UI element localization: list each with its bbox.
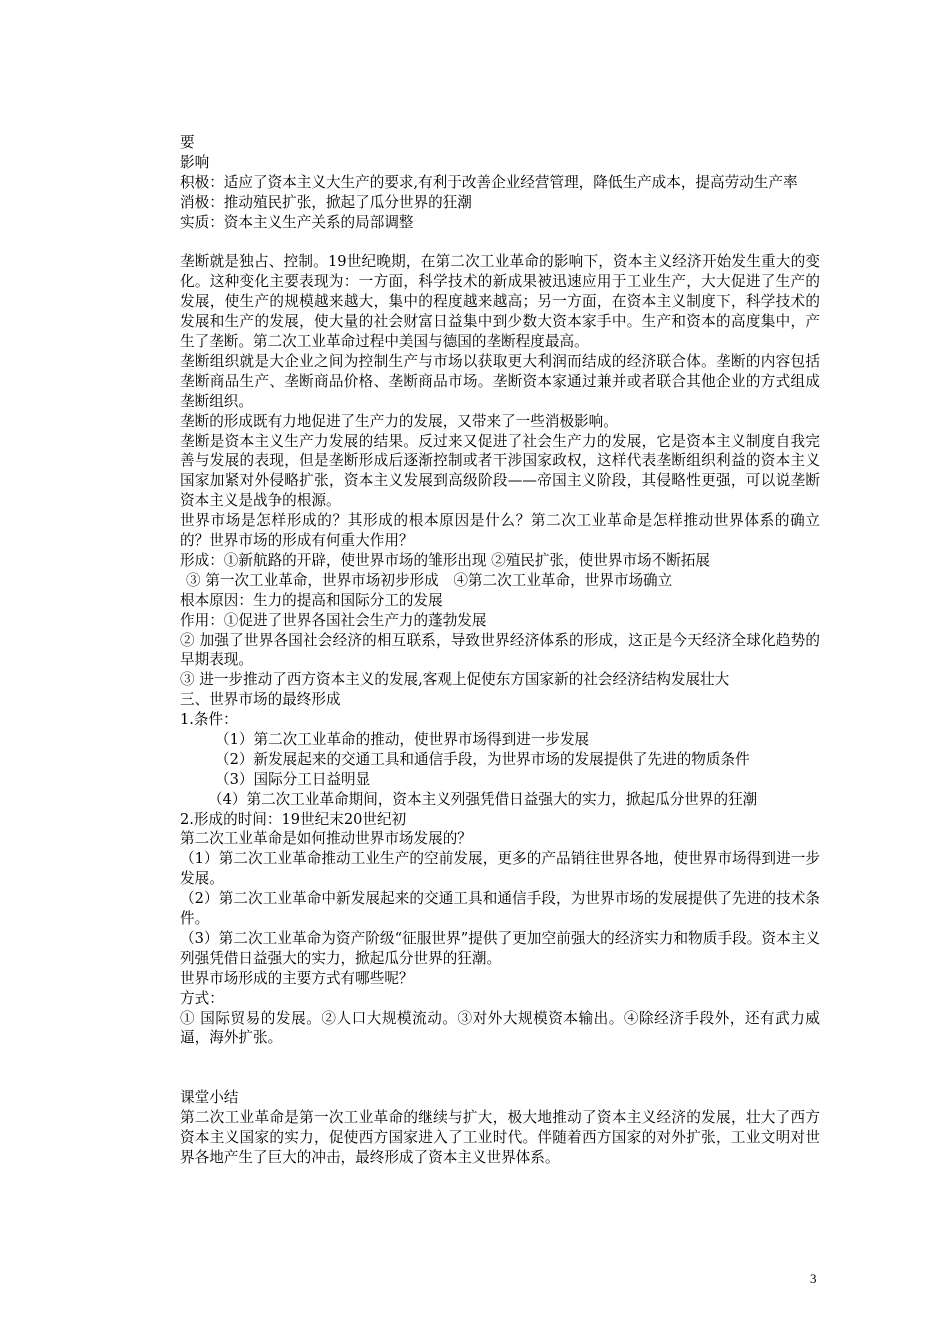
document-body [180,133,820,1168]
heading-influence: 影响 [180,153,210,171]
section-title: 三、世界市场的最终形成 [180,691,341,709]
effect-positive: 积极：适应了资本主义大生产的要求,有利于改善企业经营管理，降低生产成本，提高劳动生产率 [180,173,798,191]
heading-fragment: 要 [180,134,195,151]
question-3: 世界市场形成的主要方式有哪些呢？ [180,969,414,987]
formation-line-1: 形成：①新航路的开辟，使世界市场的雏形出现 ②殖民扩张，使世界市场不断拓展 [180,551,711,569]
effect-negative: 消极：推动殖民扩张，掀起了瓜分世界的狂潮 [180,193,472,211]
monopoly-paragraph-2: 垄断组织就是大企业之间为控制生产与市场以获取更大利润而结成的经济联合体。垄断的内容包括垄断商品生产、垄断商品价格、垄断商品市场。垄断资本家通过兼并或者联合其他企业的方式组成垄断组织。 [180,352,820,410]
monopoly-paragraph-1: 垄断就是独占、控制。19世纪晚期，在第二次工业革命的影响下，资本主义经济开始发生重大的变化。这种变化主要表现为：一方面，科学技术的新成果被迅速应用于工业生产，大大促进了生产的发展，使生产的规模越来越大，集中的程度越来越高；另一方面，在资本主义制度下，科学技术的发展和生产的发展，使大量的社会财富日益集中到少数大资本家手中。生产和资本的高度集中，产生了垄断。第二次工业革命过程中美国与德国的垄断程度最高。 [180,253,820,350]
answer-2: （2）第二次工业革命中新发展起来的交通工具和通信手段，为世界市场的发展提供了先进的技术条件。 [180,890,820,928]
monopoly-paragraph-4: 垄断是资本主义生产力发展的结果。反过来又促进了社会生产力的发展，它是资本主义制度自我完善与发展的表现，但是垄断形成后逐渐控制或者干涉国家政权，这样代表垄断组织利益的资本主义国家加紧对外侵略扩张，资本主义发展到高级阶段——帝国主义阶段，其侵略性更强，可以说垄断资本主义是战争的根源。 [180,432,820,510]
answer-1: （1）第二次工业革命推动工业生产的空前发展，更多的产品销往世界各地，使世界市场得到进一步发展。 [180,850,820,888]
monopoly-paragraph-3: 垄断的形成既有力地促进了生产力的发展，又带来了一些消极影响。 [180,412,618,430]
root-cause: 根本原因：生力的提高和国际分工的发展 [180,591,443,609]
summary-title: 课堂小结 [180,1089,239,1107]
condition-3: （3）国际分工日益明显 [215,770,371,788]
spacer [180,1048,820,1068]
ways-list: ① 国际贸易的发展。②人口大规模流动。③对外大规模资本输出。④除经济手段外，还有武力威逼，海外扩张。 [180,1009,820,1047]
answer-3: （3）第二次工业革命为资产阶级“征服世界”提供了更加空前强大的经济实力和物质手段。资本主义列强凭借日益强大的实力，掀起瓜分世界的狂潮。 [180,929,820,967]
page-number: 3 [810,1271,817,1286]
question-2: 第二次工业革命是如何推动世界市场发展的？ [180,830,472,848]
formation-line-2: ③ 第一次工业革命，世界市场初步形成 ④第二次工业革命，世界市场确立 [186,571,673,589]
ways-label: 方式： [180,989,224,1007]
condition-2: （2）新发展起来的交通工具和通信手段，为世界市场的发展提供了先进的物质条件 [215,750,750,768]
condition-4: （4）第二次工业革命期间，资本主义列强凭借日益强大的实力，掀起瓜分世界的狂潮 [208,790,758,808]
world-market-question: 世界市场是怎样形成的？其形成的根本原因是什么？第二次工业革命是怎样推动世界体系的确立的？世界市场的形成有何重大作用？ [180,512,820,550]
role-line-2: ② 加强了世界各国社会经济的相互联系，导致世界经济体系的形成，这正是今天经济全球化趋势的早期表现。 [180,631,820,669]
effect-essence: 实质：资本主义生产关系的局部调整 [180,213,414,231]
summary-text: 第二次工业革命是第一次工业革命的继续与扩大，极大地推动了资本主义经济的发展，壮大了西方资本主义国家的实力，促使西方国家进入了工业时代。伴随着西方国家的对外扩张，工业文明对世界各地产生了巨大的冲击，最终形成了资本主义世界体系。 [180,1109,820,1166]
conditions-label: 1.条件： [180,711,238,729]
role-line-1: 作用：①促进了世界各国社会生产力的蓬勃发展 [180,611,487,629]
spacer [180,1068,820,1088]
formation-time: 2.形成的时间：19世纪末20世纪初 [180,810,407,828]
spacer [180,232,820,252]
role-line-3: ③ 进一步推动了西方资本主义的发展,客观上促使东方国家新的社会经济结构发展壮大 [180,671,730,689]
condition-1: （1）第二次工业革命的推动，使世界市场得到进一步发展 [215,730,590,748]
